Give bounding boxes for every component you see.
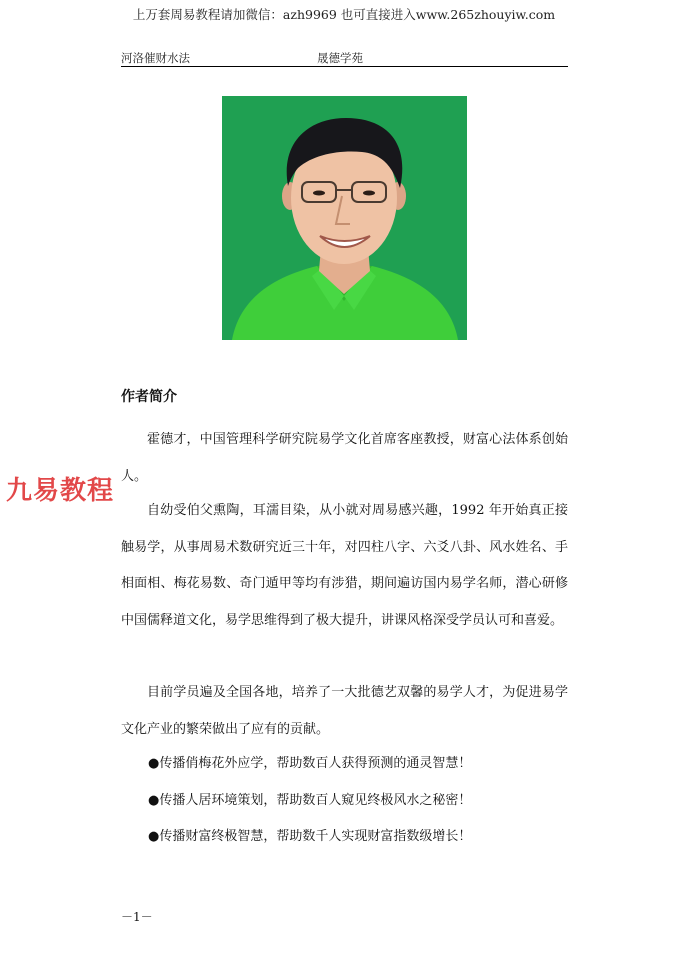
bullet-item: ●传播人居环境策划，帮助数百人窥见终极风水之秘密！ — [148, 792, 472, 808]
top-banner: 上万套周易教程请加微信：azh9969 也可直接进入www.265zhouyiw.com — [132, 7, 556, 22]
author-photo — [222, 96, 467, 340]
author-portrait-image — [222, 96, 467, 340]
page-number: －1－ — [121, 910, 153, 924]
bullet-item: ●传播俏梅花外应学，帮助数百人获得预测的通灵智慧！ — [148, 756, 472, 771]
header-divider — [121, 66, 568, 67]
bullet-list — [148, 746, 471, 856]
paragraph-achievements: 目前学员遍及全国各地，培养了一大批德艺双馨的易学人才，为促进易学文化产业的繁荣做出了应有的贡献。 — [121, 685, 568, 737]
bullet-item: ●传播财富终极智慧，帮助数千人实现财富指数级增长！ — [148, 829, 472, 844]
paragraph-author-intro: 霍德才，中国管理科学研究院易学文化首席客座教授，财富心法体系创始人。 — [121, 432, 568, 484]
watermark: 九易教程 — [6, 476, 115, 506]
paragraph-background: 自幼受伯父熏陶，耳濡目染，从小就对周易感兴趣，1992 年开始真正接触易学，从事周易术数研究近三十年，对四柱八字、六爻八卦、风水姓名、手相面相、梅花易数、奇门遁甲等均有涉猎，期间遍访国内易学名师，潜心研修中国儒释道文化，易学思维得到了极大提升，讲课风格深受学员认可和喜爱。 — [121, 503, 568, 628]
section-title-author-intro: 作者简介 — [121, 389, 177, 405]
running-header — [121, 50, 568, 65]
header-publisher: 晟德学苑 — [317, 51, 363, 65]
header-book-title: 河洛催财水法 — [121, 51, 190, 65]
